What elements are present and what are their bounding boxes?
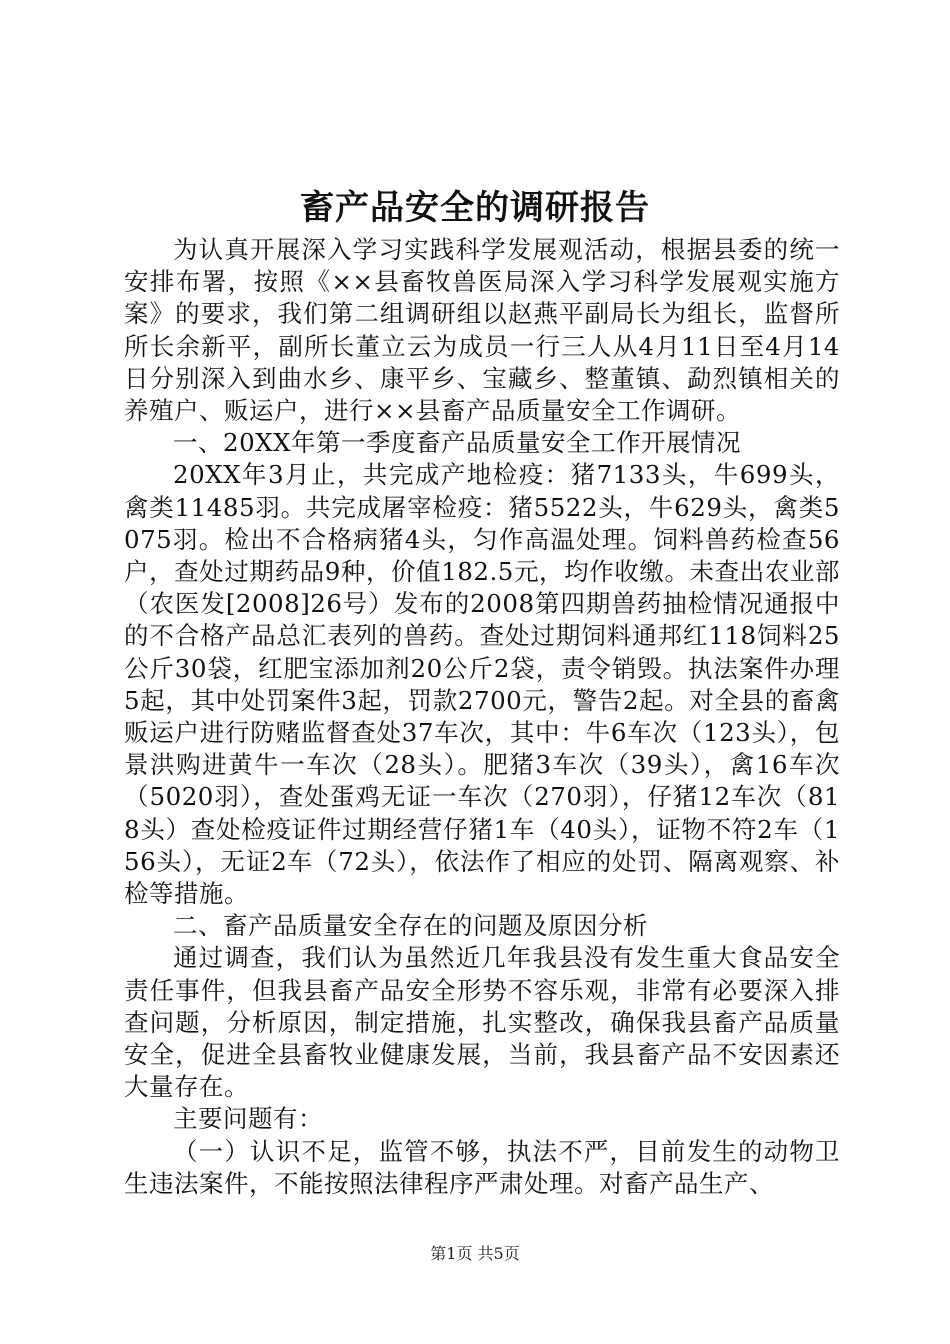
section-1-paragraph: 20XX年3月止，共完成产地检疫：猪7133头，牛699头，禽类11485羽。共完成屠宰检疫：猪5522头，牛629头，禽类5075羽。检出不合格病猪4头，匀作高温处理。饲料兽药检查56户，查处过期药品9种，价值182.5元，均作收缴。未查出农业部（农医发[2008]26号）发布的2008第四期兽药抽检情况通报中的不合格产品总汇表列的兽药。查处过期饲料通邦红118饲料25公斤30袋，红肥宝添加剂20公斤2袋，责令销毁。执法案件办理5起，其中处罚案件3起，罚款2700元，警告2起。对全县的畜禽贩运户进行防赌监督查处37车次，其中：牛6车次（123头），包景洪购进黄牛一车次（28头）。肥猪3车次（39头），禽16车次（5020羽），查处蛋鸡无证一车次（270羽），仔猪12车次（818头）查处检疫证件过期经营仔猪1车（40头），证物不符2车（156头），无证2车（72头），依法作了相应的处罚、隔离观察、补检等措施。	[124, 460, 840, 909]
section-2-paragraph: 通过调查，我们认为虽然近几年我县没有发生重大食品安全责任事件，但我县畜产品安全形势不容乐观，非常有必要深入排查问题，分析原因，制定措施，扎实整改，确保我县畜产品质量安全，促进全县畜牧业健康发展，当前，我县畜产品不安因素还大量存在。	[124, 943, 840, 1102]
document-title: 畜产品安全的调研报告	[300, 188, 650, 228]
main-problems-label: 主要问题有：	[173, 1104, 323, 1134]
problem-1-paragraph: （一）认识不足，监管不够，执法不严，目前发生的动物卫生违法案件，不能按照法律程序严肃处理。对畜产品生产、	[124, 1136, 840, 1198]
section-heading-2: 二、畜产品质量安全存在的问题及原因分析	[173, 911, 648, 941]
document-body	[124, 234, 840, 1200]
page-footer: 第1页 共5页	[430, 1244, 520, 1263]
section-heading-1: 一、20XX年第一季度畜产品质量安全工作开展情况	[173, 428, 742, 458]
intro-paragraph: 为认真开展深入学习实践科学发展观活动，根据县委的统一安排布署，按照《××县畜牧兽医局深入学习科学发展观实施方案》的要求，我们第二组调研组以赵燕平副局长为组长，监督所所长余新平，副所长董立云为成员一行三人从4月11日至4月14日分别深入到曲水乡、康平乡、宝藏乡、整董镇、勐烈镇相关的养殖户、贩运户，进行××县畜产品质量安全工作调研。	[124, 235, 840, 426]
